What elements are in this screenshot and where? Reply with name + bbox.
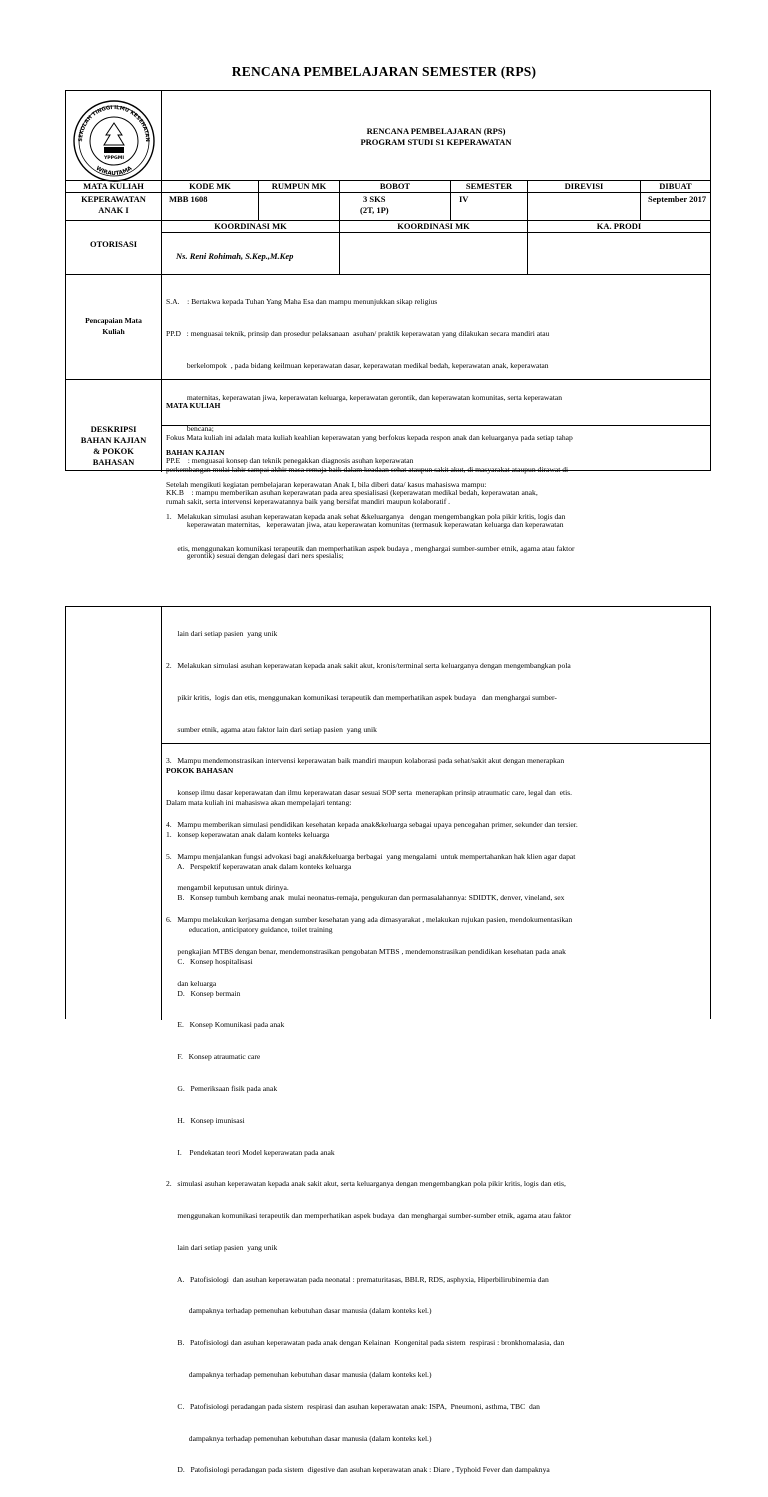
pokok-bahasan-line: G. Pemeriksaan fisik pada anak <box>166 1084 278 1093</box>
header-title-line2: PROGRAM STUDI S1 KEPERAWATAN <box>360 137 512 147</box>
capaian-line: PP.E : menguasai konsep dan teknik penegakkan diagnosis asuhan keperawatan <box>166 456 414 466</box>
pokok-bahasan-line: F. Konsep atraumatic care <box>166 1052 261 1062</box>
deskripsi-label-line2: BAHAN KAJIAN <box>80 435 147 445</box>
capaian-line: KK.B : mampu memberikan asuhan keperawatan pada area spesialisasi (keperawatan medikal bedah, keperawatan anak, <box>166 487 538 497</box>
bahan-kajian-line: etis, menggunakan komunikasi terapeutik dan memperhatikan aspek budaya , menghargai sumber-sumber etnik, agama atau faktor <box>166 543 575 553</box>
header-title-line1: RENCANA PEMBELAJARAN (RPS) <box>366 126 506 136</box>
deskripsi-label-line4: BAHASAN <box>92 457 135 467</box>
pokok-bahasan-line: 1. konsep keperawatan anak dalam konteks keluarga <box>166 829 330 839</box>
bahan-kajian-line: Setelah mengikuti kegiatan pembelajaran keperawatan Anak I, bila diberi data/ kasus mahasiswa mampu: <box>166 479 487 489</box>
koordinasi-mk-2: KOORDINASI MK <box>397 221 470 231</box>
capaian-line: keperawatan maternitas, keperawatan jiwa, atau keperawatan komunitas (termasuk keperawatan keluarga dan keperawatan <box>166 519 564 529</box>
col-semester: SEMESTER <box>465 181 513 191</box>
seal-top-text: SEKOLAH TINGGI ILMU KESEHATAN <box>77 104 151 142</box>
mata-kuliah-line: rumah sakit, serta intervensi keperawatannya baik yang bersifat mandiri maupun kolaboratif . <box>166 496 451 506</box>
capaian-line: PP.D : menguasai teknik, prinsip dan prosedur pelaksanaan asuhan/ praktik keperawatan yang dilakukan secara mandiri atau <box>166 328 550 338</box>
pokok-bahasan-heading: POKOK BAHASAN <box>166 766 234 776</box>
course-sks: 3 SKS <box>363 194 386 204</box>
pokok-bahasan-line: lain dari setiap pasien yang unik <box>166 1242 278 1252</box>
bahan-kajian-line: pikir kritis, logis dan etis, menggunakan komunikasi terapeutik dan memperhatikan aspek budaya dan menghargai sumber- <box>166 692 557 702</box>
pokok-bahasan-line: education, anticipatory guidance, toilet training <box>166 925 333 935</box>
bahan-kajian-line: lain dari setiap pasien yang unik <box>166 629 278 639</box>
capaian-label-line1: Pencapaian Mata <box>85 316 142 325</box>
course-semester: IV <box>459 194 469 204</box>
col-direvisi: DIREVISI <box>564 181 604 191</box>
institution-seal-logo <box>68 95 160 183</box>
koordinasi-mk-1: KOORDINASI MK <box>214 221 287 231</box>
bahan-kajian-line: mengambil keputusan untuk dirinya. <box>166 883 289 893</box>
col-dibuat: DIBUAT <box>659 181 692 191</box>
ka-prodi: KA. PRODI <box>596 221 642 231</box>
capaian-line: S.A. : Bertakwa kepada Tuhan Yang Maha Esa dan mampu menunjukkan sikap religius <box>166 297 438 307</box>
pokok-bahasan-line: 2. simulasi asuhan keperawatan kepada anak sakit akut, serta keluarganya dengan mengembangkan pola pikir kritis, logis dan etis, <box>166 1179 566 1189</box>
pokok-bahasan-line: B. Konsep tumbuh kembang anak mulai neonatus-remaja, pengukuran dan permasalahannya: SDIDTK, denver, vineland, sex <box>166 893 565 903</box>
capaian-line: maternitas, keperawatan jiwa, keperawatan keluarga, keperawatan gerontik, dan keperawatan komunitas, serta keperawatan <box>166 392 563 402</box>
col-bobot: BOBOT <box>379 181 411 191</box>
pokok-bahasan-line: I. Pendekatan teori Model keperawatan pada anak <box>166 1147 335 1157</box>
seal-center-text: YPPGMI <box>103 156 125 161</box>
rps-table-page-1 <box>65 90 711 561</box>
deskripsi-label-line3: & POKOK <box>93 446 134 456</box>
bahan-kajian-line: konsep ilmu dasar keperawatan dan ilmu keperawatan dasar sesuai SOP serta menerapkan prinsip atraumatic care, legal dan etis. <box>166 788 573 798</box>
pokok-bahasan-line: dampaknya terhadap pemenuhan kebutuhan dasar manusia (dalam konteks kel.) <box>166 1370 432 1380</box>
capaian-line: berkelompok , pada bidang keilmuan keperawatan dasar, keperawatan medikal bedah, keperawatan anak, keperawatan <box>166 360 549 370</box>
seal-bottom-text: WIRAUTAMA <box>94 165 134 178</box>
col-rumpun-mk: RUMPUN MK <box>271 181 327 191</box>
course-code: MBB 1608 <box>169 194 208 204</box>
bahan-kajian-section <box>166 427 708 575</box>
pokok-bahasan-line: D. Patofisiologi peradangan pada sistem digestive dan asuhan keperawatan anak : Diare , Typhoid Fever dan dampaknya <box>166 1465 550 1475</box>
document-title: RENCANA PEMBELAJARAN SEMESTER (RPS) <box>231 64 537 79</box>
pokok-bahasan-line: Dalam mata kuliah ini mahasiswa akan mempelajari tentang: <box>166 797 352 807</box>
bahan-kajian-line: sumber etnik, agama atau faktor lain dari setiap pasien yang unik <box>166 724 377 734</box>
pokok-bahasan-line: dampaknya terhadap pemenuhan kebutuhan dasar manusia (dalam konteks kel.) <box>166 1433 432 1443</box>
bahan-kajian-line: 5. Mampu menjalankan fungsi advokasi bagi anak&keluarga berbagai yang mengalami untuk mempertahankan hak klien agar dapat <box>166 851 576 861</box>
pokok-bahasan-line: B. Patofisiologi dan asuhan keperawatan pada anak dengan Kelainan Kongenital pada sistem respirasi : bronkhomalasia, dan <box>166 1338 565 1348</box>
pokok-bahasan-line: A. Perspektif keperawatan anak dalam konteks keluarga <box>166 861 352 871</box>
pokok-bahasan-section <box>166 745 708 1497</box>
course-sks-detail: (2T, 1P) <box>360 205 389 215</box>
bahan-kajian-line: 6. Mampu melakukan kerjasama dengan sumber kesehatan yang ada dimasyarakat , melakukan rujukan pasien, mendokumentasikan <box>166 915 573 925</box>
capaian-line: bencana; <box>166 424 214 434</box>
pokok-bahasan-line: H. Konsep imunisasi <box>166 1115 245 1125</box>
deskripsi-label-line1: DESKRIPSI <box>90 424 137 434</box>
bahan-kajian-heading: BAHAN KAJIAN <box>166 448 225 458</box>
capaian-line: gerontik) sesuai dengan delegasi dari ners spesialis; <box>166 551 344 561</box>
pokok-bahasan-line: C. Konsep hospitalisasi <box>166 956 253 966</box>
mata-kuliah-line: Fokus Mata kuliah ini adalah mata kuliah keahlian keperawatan yang berfokus kepada respon anak dan keluarganya pada setiap tahap <box>166 432 573 442</box>
rps-table-page-2 <box>65 606 711 1475</box>
bahan-kajian-line: 3. Mampu mendemonstrasikan intervensi keperawatan baik mandiri maupun kolaborasi pada sehat/sakit akut dengan menerapkan <box>166 756 565 766</box>
pokok-bahasan-line: A. Patofisiologi dan asuhan keperawatan pada neonatal : prematuritasas, BBLR, RDS, asphyxia, Hiperbilirubinemia dan <box>166 1274 549 1284</box>
bahan-kajian-line: pengkajian MTBS dengan benar, mendemonstrasikan pengobatan MTBS , mendemonstrasikan pendidikan kesehatan pada anak <box>166 947 566 956</box>
pokok-bahasan-line: D. Konsep bermain <box>166 988 241 998</box>
mata-kuliah-heading: MATA KULIAH <box>166 401 221 411</box>
course-created: September 2017 <box>648 194 707 204</box>
col-kode-mk: KODE MK <box>189 181 231 191</box>
mata-kuliah-line: perkembangan mulai lahir sampai akhir masa remaja baik dalam keadaan sehat ataupun sakit akut, di masyarakat ataupun dirawat di <box>166 464 569 474</box>
col-mata-kuliah: MATA KULIAH <box>83 181 144 191</box>
bahan-kajian-line: 4. Mampu memberikan simulasi pendidikan kesehatan kepada anak&keluarga sebagai upaya pencegahan primer, sekunder dan tersier. <box>166 819 578 829</box>
coordinator-name: Ns. Reni Rohimah, S.Kep.,M.Kep <box>176 251 294 261</box>
course-name-line1: KEPERAWATAN <box>81 194 146 204</box>
pokok-bahasan-line: C. Patofisiologi peradangan pada sistem respirasi dan asuhan keperawatan anak: ISPA, Pneumoni, asthma, TBC dan <box>166 1401 540 1411</box>
pokok-bahasan-line: dampaknya terhadap pemenuhan kebutuhan dasar manusia (dalam konteks kel.) <box>166 1306 432 1316</box>
bahan-kajian-line: 2. Melakukan simulasi asuhan keperawatan kepada anak sakit akut, kronis/terminal serta keluarganya dengan mengembangkan pola <box>166 660 571 670</box>
course-name-line2: ANAK I <box>98 205 129 215</box>
bahan-kajian-line: dan keluarga <box>166 978 217 988</box>
pokok-bahasan-line: E. Konsep Komunikasi pada anak <box>166 1020 285 1030</box>
otorisasi-label: OTORISASI <box>89 239 138 249</box>
pokok-bahasan-line: menggunakan komunikasi terapeutik dan memperhatikan aspek budaya dan menghargai sumber-sumber etnik, agama atau faktor <box>166 1211 572 1221</box>
capaian-label-line2: Kuliah <box>102 327 125 336</box>
bahan-kajian-line: 1. Melakukan simulasi asuhan keperawatan kepada anak sehat &keluarganya dengan mengembangkan pola pikir kritis, logis dan <box>166 511 566 521</box>
svg-text:WIRAUTAMA <box>95 165 134 177</box>
